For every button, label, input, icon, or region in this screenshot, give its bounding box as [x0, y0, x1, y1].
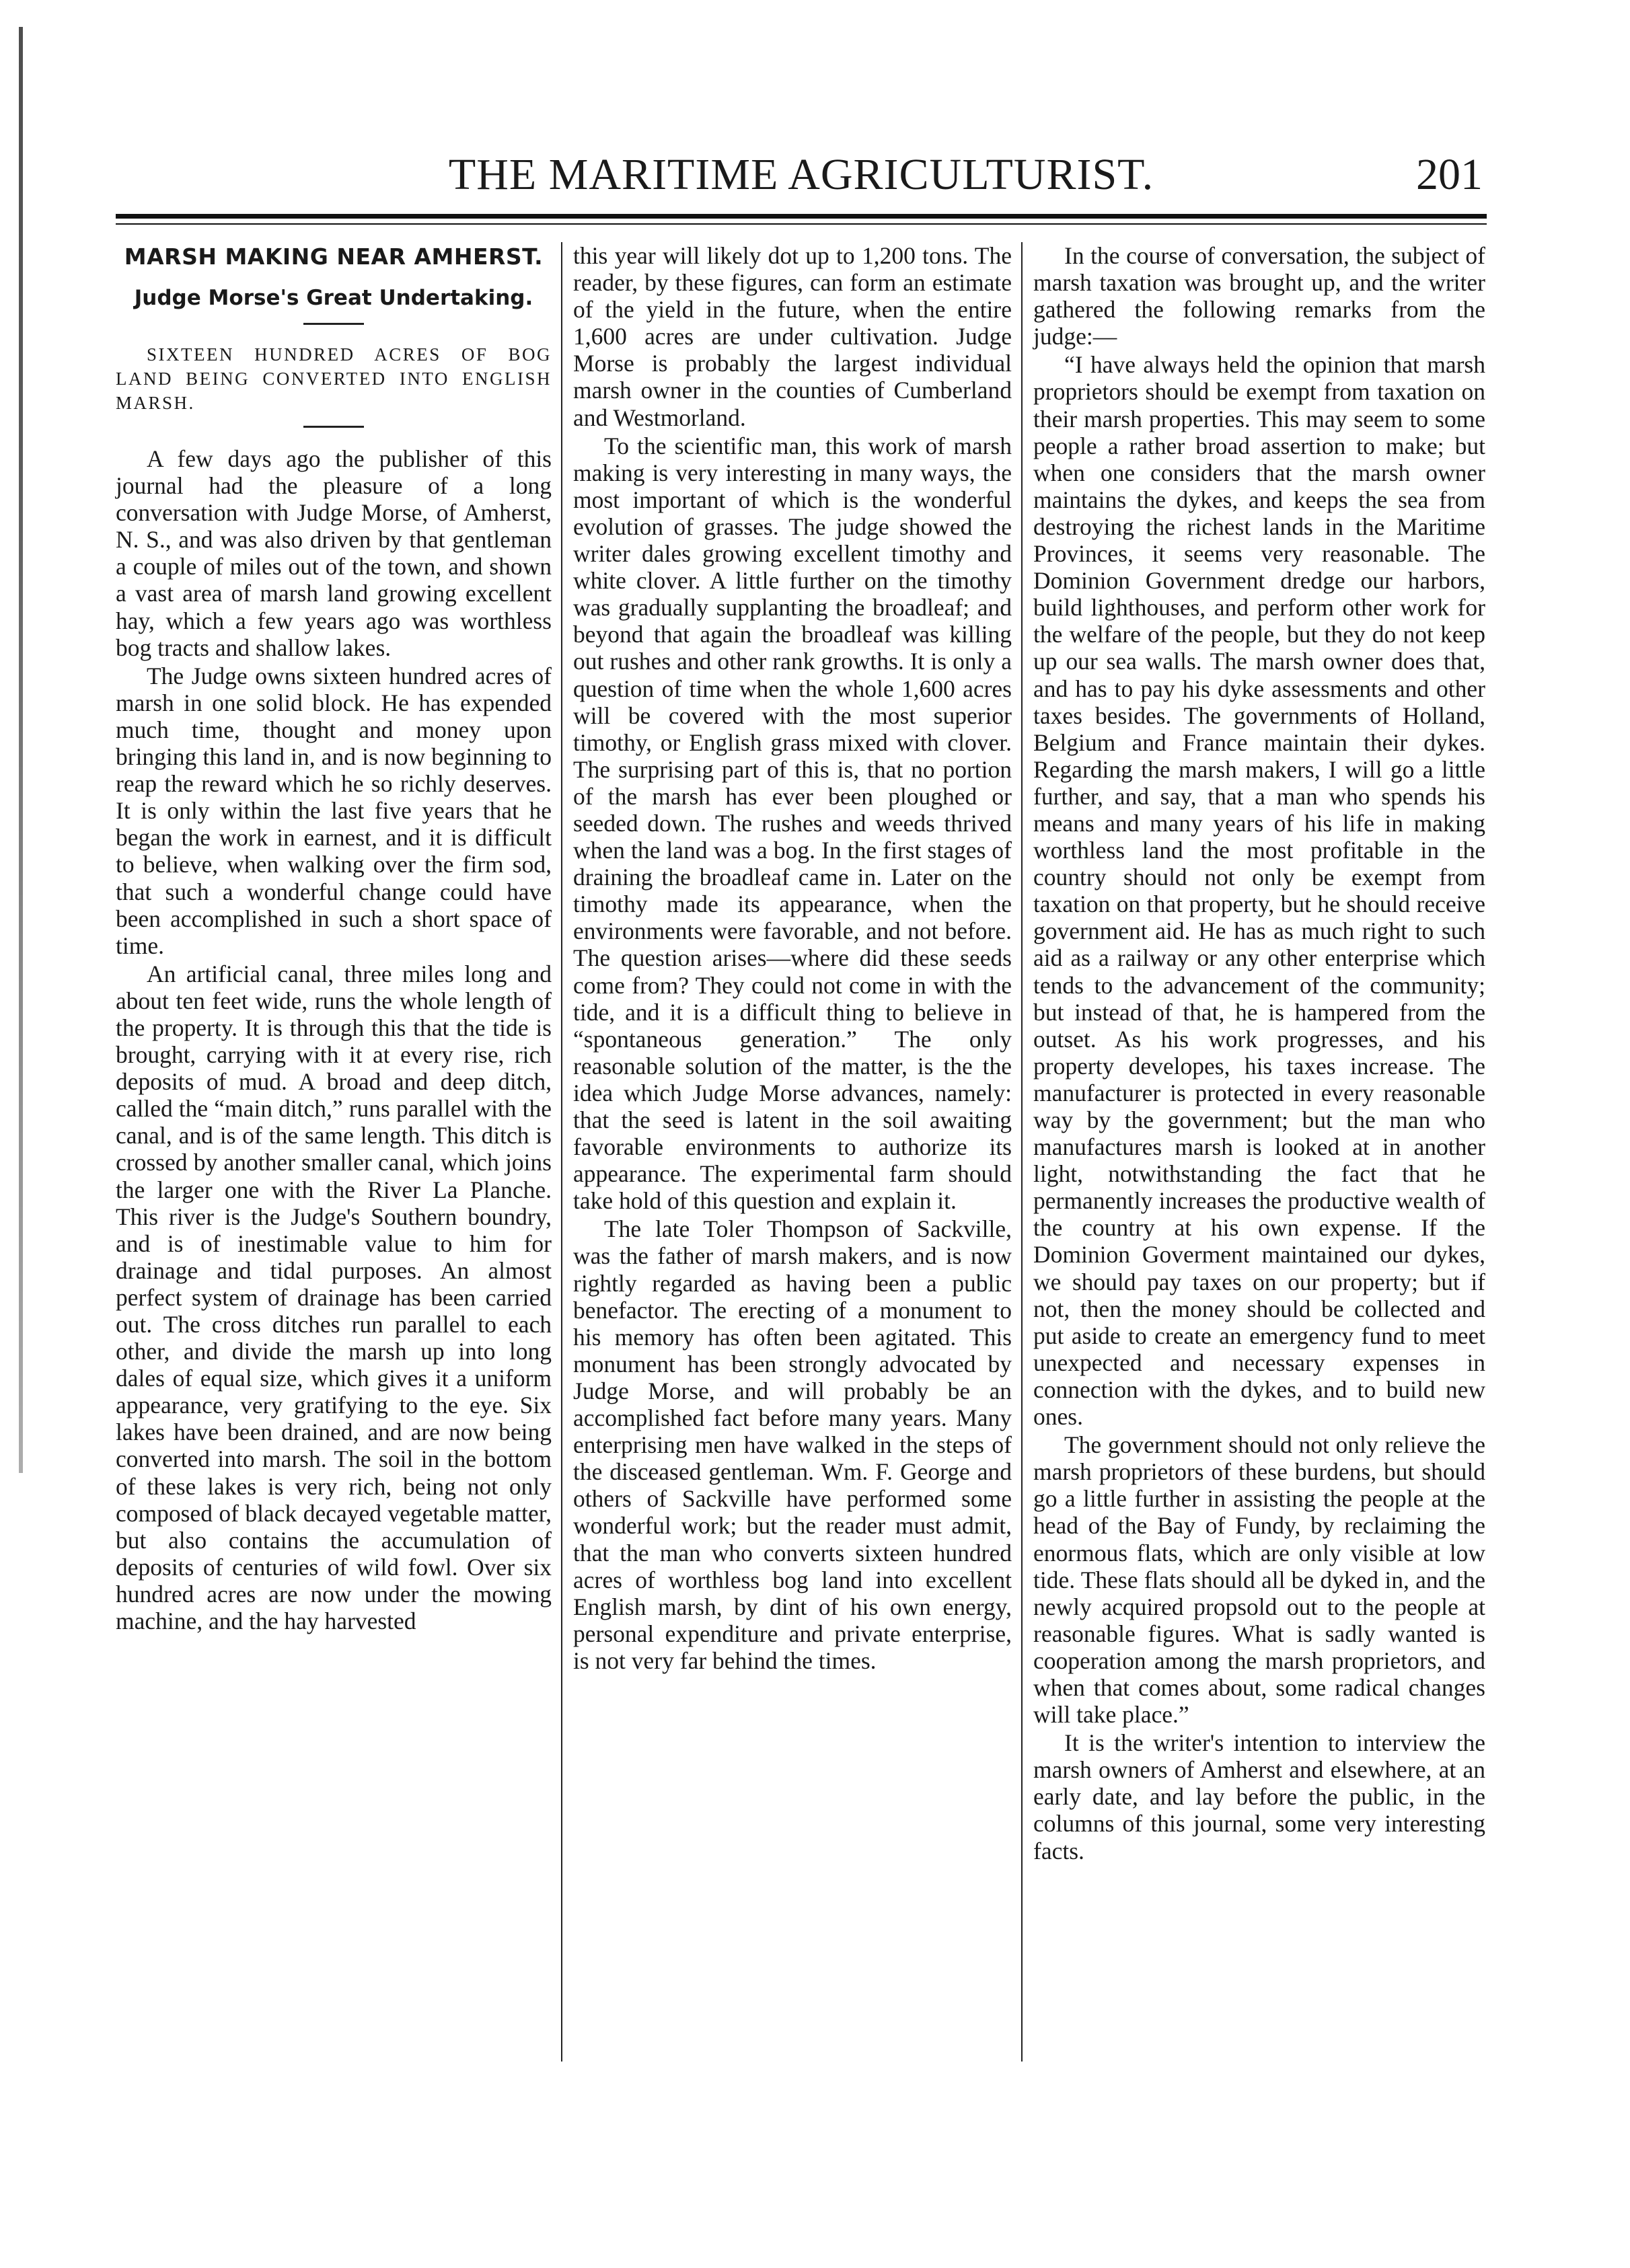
- column-divider: [561, 242, 562, 2062]
- article-paragraph: It is the writer's intention to interview the marsh owners of Amherst and elsewhere, at an early date, and lay before the public, in the columns of this journal, some very interesting facts.: [1033, 1729, 1485, 1864]
- article-paragraph: The late Toler Thompson of Sackville, was the father of marsh makers, and is now rightly regarded as having been a public benefactor. The erecting of a monument to his memory has often been agitated. This monument has been strongly advocated by Judge Morse, and will probably be an accomplished fact before many years. Many enterprising men have walked in the steps of the disceased gentleman. Wm. F. George and others of Sackville have performed some wonderful work; but the reader must admit, that the man who converts sixteen hundred acres of worthless bog land into excellent English marsh, by dint of his own energy, personal expenditure and private enterprise, is not very far behind the times.: [573, 1215, 1012, 1674]
- article-paragraph: In the course of conversation, the subject of marsh taxation was brought up, and the writer gathered the following remarks from the judge:—: [1033, 242, 1485, 350]
- article-heading: MARSH MAKING NEAR AMHERST.: [124, 243, 544, 270]
- article-subheading: Judge Morse's Great Undertaking.: [134, 286, 533, 310]
- masthead: [116, 149, 1487, 223]
- section-rule: [303, 426, 364, 428]
- header-rule-thick: [116, 214, 1487, 219]
- column-three: [1033, 242, 1485, 1866]
- header-rule-thin: [116, 223, 1487, 225]
- article-paragraph: The government should not only relieve the marsh proprietors of these burdens, but should go a little further in assisting the people at the head of the Bay of Fundy, by reclaiming the enormous flats, which are only visible at low tide. These flats should all be dyked in, and the newly acquired propsold out to the people at reasonable figures. What is sadly wanted is cooperation among the marsh proprietors, and when that comes about, some radical changes will take place.”: [1033, 1431, 1485, 1729]
- publication-title: THE MARITIME AGRICULTURIST.: [448, 150, 1154, 199]
- column-divider: [1021, 242, 1023, 2062]
- article-deck: SIXTEEN HUNDRED ACRES OF BOG LAND BEING CONVERTED INTO ENGLISH MARSH.: [116, 344, 552, 413]
- article-paragraph: this year will likely dot up to 1,200 tons. The reader, by these figures, can form an estimate of the yield in the future, when the entire 1,600 acres are under cultivation. Judge Morse is probably the largest individual marsh owner in the counties of Cumberland and Westmorland.: [573, 242, 1012, 431]
- section-rule: [303, 323, 364, 325]
- column-two: [573, 242, 1012, 1675]
- page-number: 201: [1416, 150, 1483, 199]
- article-paragraph: An artificial canal, three miles long and about ten feet wide, runs the whole length of the property. It is through this that the tide is brought, carrying with it at every rise, rich deposits of mud. A broad and deep ditch, called the “main ditch,” runs parallel with the canal, and is of the same length. This ditch is crossed by another smaller canal, which joins the larger one with the River La Planche. This river is the Judge's Southern boundry, and is of inestimable value to him for drainage and tidal purposes. An almost perfect system of drainage has been carried out. The cross ditches run parallel to each other, and divide the marsh up into long dales of equal size, which gives it a uniform appearance, very gratifying to the eye. Six lakes have been drained, and are now being converted into marsh. The soil in the bottom of these lakes is very rich, being not only composed of black decayed vegetable matter, but also contains the accumulation of deposits of centuries of wild fowl. Over six hundred acres are now under the mowing machine, and the hay harvested: [116, 960, 552, 1635]
- article-paragraph: The Judge owns sixteen hundred acres of marsh in one solid block. He has expended much time, thought and money upon bringing this land in, and is now beginning to reap the reward which he so richly deserves. It is only within the last five years that he began the work in earnest, and it is difficult to believe, when walking over the firm sod, that such a wonderful change could have been accomplished in such a short space of time.: [116, 662, 552, 959]
- article-paragraph: “I have always held the opinion that marsh proprietors should be exempt from taxation on their marsh properties. This may seem to some people a rather broad assertion to make; but when one considers that the marsh owner maintains the dykes, and keeps the sea from destroying the richest lands in the Maritime Provinces, it seems very reasonable. The Dominion Government dredge our harbors, build lighthouses, and perform other work for the welfare of the people, but they do not keep up our sea walls. The marsh owner does that, and has to pay his dyke assessments and other taxes besides. The governments of Holland, Belgium and France maintain their dykes. Regarding the marsh makers, I will go a little further, and say, that a man who spends his means and many years of his life in making worthless land the most profitable in the country should not only be exempt from taxation on that property, but he should receive government aid. He has as much right to such aid as a railway or any other enterprise which tends to the advancement of the community; but instead of that, he is hampered from the outset. As his work progresses, and his property developes, his taxes increase. The manufacturer is protected in every reasonable way by the government; but the man who manufactures marsh is looked at in another light, notwithstanding the fact that he permanently increases the productive wealth of the country at his own expense. If the Dominion Goverment maintained our dykes, we should pay taxes on our property; but if not, then the money should be collected and put aside to create an emergency fund to meet unexpected and necessary expenses in connection with the dykes, and to build new ones.: [1033, 351, 1485, 1431]
- article-paragraph: A few days ago the publisher of this journal had the pleasure of a long conversation with Judge Morse, of Amherst, N. S., and was also driven by that gentleman a couple of miles out of the town, and shown a vast area of marsh land growing excellent hay, which a few years ago was worthless bog tracts and shallow lakes.: [116, 445, 552, 661]
- column-one: [116, 242, 552, 1636]
- scan-binding-edge: [19, 27, 23, 1473]
- article-paragraph: To the scientific man, this work of marsh making is very interesting in many ways, the most important of which is the wonderful evolution of grasses. The judge showed the writer dales growing excellent timothy and white clover. A little further on the timothy was gradually supplanting the broadleaf; and beyond that again the broadleaf was killing out rushes and other rank growths. It is only a question of time when the whole 1,600 acres will be covered with the most superior timothy, or English grass mixed with clover. The surprising part of this is, that no portion of the marsh has ever been ploughed or seeded down. The rushes and weeds thrived when the land was a bog. In the first stages of draining the broadleaf came in. Later on the timothy made its appearance, when the environments were favorable, and not before. The question arises—where did these seeds come from? They could not come in with the tide, and it is a difficult thing to believe in “spontaneous generation.” The only reasonable solution of the matter, is the the idea which Judge Morse advances, namely: that the seed is latent in the soil awaiting favorable environments to authorize its appearance. The experimental farm should take hold of this question and explain it.: [573, 432, 1012, 1215]
